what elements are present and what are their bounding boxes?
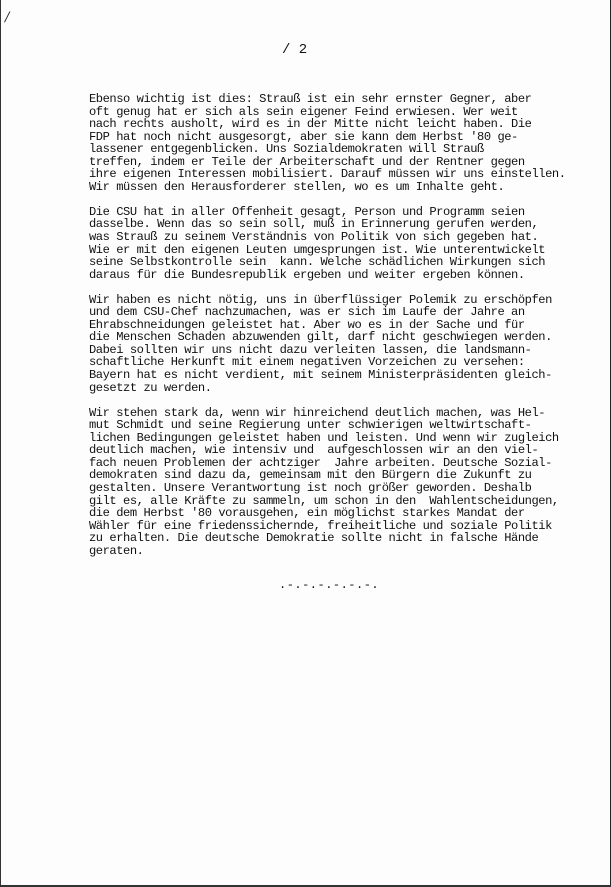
text-line: mut Schmidt und seine Regierung unter schwierigen weltwirtschaft- [89,418,532,433]
text-line: gesetzt zu werden. [89,380,212,395]
text-line: schaftliche Herkunft mit einem negativen Vorzeichen zu versehen: [89,355,525,370]
text-line: demokraten sind dazu da, gemeinsam mit den Bürgern die Zukunft zu [89,468,532,483]
text-line: Wie er mit den eigenen Leuten umgesprungen ist. Wie unterentwickelt [89,242,546,257]
text-line: die Menschen Schaden abzuwenden gilt, darf nicht geschwiegen werden. [89,330,552,345]
text-line: lassener entgegenblicken. Uns Sozialdemokraten will Strauß [89,142,484,157]
page-number: / 2 [282,42,308,58]
text-line: dasselbe. Wenn das so sein soll, muß in Erinnerung gerufen werden, [89,217,539,232]
text-line: Wir müssen den Herausforderer stellen, wo es um Inhalte geht. [89,179,505,194]
text-line: Wir stehen stark da, wenn wir hinreichend deutlich machen, was Hel- [89,405,546,420]
text-line: FDP hat noch nicht ausgesorgt, aber sie kann dem Herbst '80 ge- [89,129,518,144]
text-line: Dabei sollten wir uns nicht dazu verleiten lassen, die landsmann- [89,342,532,357]
text-line: gilt es, alle Kräfte zu sammeln, um schon in den Wahlentscheidungen, [89,493,559,508]
text-line: ihre eigenen Interessen mobilisiert. Darauf müssen wir uns einstellen. [89,167,566,182]
text-line: geraten. [89,543,144,558]
text-line: oft genug hat er sich als sein eigener Feind erwiesen. Wer weit [89,104,518,119]
text-line: Bayern hat es nicht verdient, mit seinem Ministerpräsidenten gleich- [89,368,552,383]
text-line: die dem Herbst '80 vorausgehen, ein möglichst starkes Mandat der [89,506,525,521]
paragraph-1 [89,93,589,193]
text-line: Wähler für eine friedenssichernde, freiheitliche und soziale Politik [89,518,552,533]
text-line: daraus für die Bundesrepublik ergeben und weiter ergeben können. [89,267,525,282]
text-line: nach rechts ausholt, wird es in der Mitte nicht leicht haben. Die [89,117,532,132]
paragraph-2 [89,206,589,281]
text-line: Ebenso wichtig ist dies: Strauß ist ein sehr ernster Gegner, aber [89,92,532,106]
text-line: deutlich machen, wie intensiv und aufgeschlossen wir an den viel- [89,443,539,458]
text-line: lichen Bedingungen geleistet haben und leisten. Und wenn wir zugleich [89,430,559,445]
corner-mark: / [5,10,10,25]
body-text [89,93,589,570]
text-line: zu erhalten. Die deutsche Demokratie sollte nicht in falsche Hände [89,531,539,546]
text-line: seine Selbstkontrolle sein kann. Welche schädlichen Wirkungen sich [89,255,546,270]
end-mark: .-.-.-.-.-.-. [279,578,380,592]
text-line: Ehrabschneidungen geleistet hat. Aber wo es in der Sache und für [89,317,525,332]
text-line: fach neuen Problemen der achtziger Jahre arbeiten. Deutsche Sozial- [89,455,552,470]
text-line: gestalten. Unsere Verantwortung ist noch größer geworden. Deshalb [89,480,532,495]
text-line: und dem CSU-Chef nachzumachen, was er sich im Laufe der Jahre an [89,305,525,320]
text-line: Die CSU hat in aller Offenheit gesagt, Person und Programm seien [89,204,525,219]
paragraph-3 [89,294,589,394]
text-line: was Strauß zu seinem Verständnis von Politik von sich gegeben hat. [89,230,539,245]
text-line: treffen, indem er Teile der Arbeiterschaft und der Rentner gegen [89,154,525,169]
text-line: Wir haben es nicht nötig, uns in überflüssiger Polemik zu erschöpfen [89,292,552,307]
paragraph-4 [89,407,589,558]
